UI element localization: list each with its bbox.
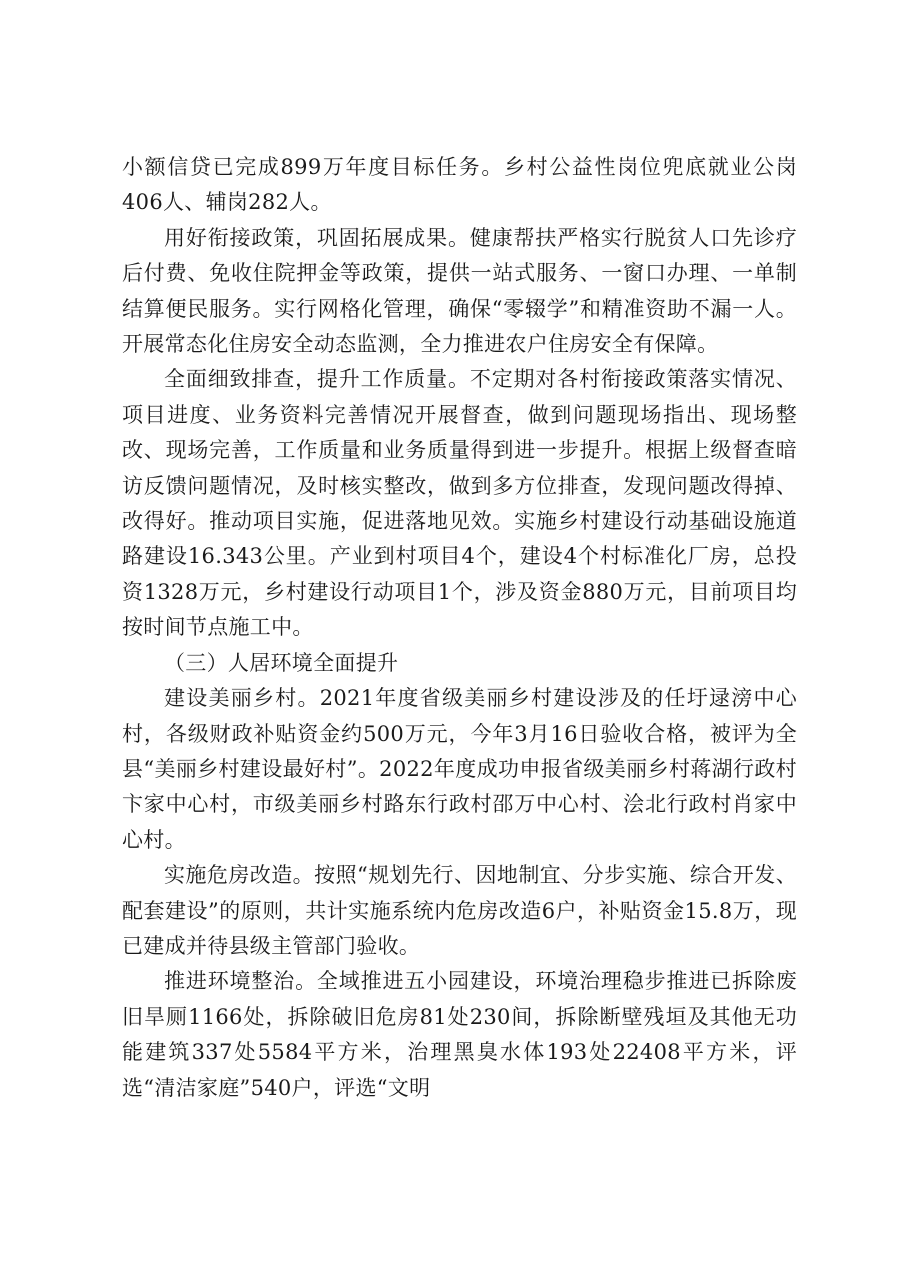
paragraph-dangerous-housing: 实施危房改造。按照“规划先行、因地制宜、分步实施、综合开发、配套建设”的原则，共计实施系统内危房改造6户，补贴资金15.8万，现已建成并待县级主管部门验收。 [122,863,797,958]
paragraph-continued: 小额信贷已完成899万年度目标任务。乡村公益性岗位兜底就业公岗406人、辅岗282人。 [122,155,797,215]
document-body [122,150,797,1106]
section-heading: （三）人居环境全面提升 [164,650,399,675]
paragraph-policy-linkage: 用好衔接政策，巩固拓展成果。健康帮扶严格实行脱贫人口先诊疗后付费、免收住院押金等政策，提供一站式服务、一窗口办理、一单制结算便民服务。实行网格化管理，确保“零辍学”和精准资助不漏一人。开展常态化住房安全动态监测，全力推进农户住房安全有保障。 [122,225,797,357]
paragraph-beautiful-village: 建设美丽乡村。2021年度省级美丽乡村建设涉及的任圩逯滂中心村，各级财政补贴资金约500万元，今年3月16日验收合格，被评为全县“美丽乡村建设最好村”。2022年度成功申报省级美丽乡村蒋湖行政村卞家中心村，市级美丽乡村路东行政村邵万中心村、浍北行政村肖家中心村。 [122,686,797,852]
paragraph-environment: 推进环境整治。全域推进五小园建设，环境治理稳步推进已拆除废旧旱厕1166处，拆除破旧危房81处230间，拆除断壁残垣及其他无功能建筑337处5584平方米，治理黑臭水体193处22408平方米，评选“清洁家庭”540户，评选“文明 [122,969,797,1100]
paragraph-inspection: 全面细致排查，提升工作质量。不定期对各村衔接政策落实情况、项目进度、业务资料完善情况开展督查，做到问题现场指出、现场整改、现场完善，工作质量和业务质量得到进一步提升。根据上级督查暗访反馈问题情况，及时核实整改，做到多方位排查，发现问题改得掉、改得好。推动项目实施，促进落地见效。实施乡村建设行动基础设施道路建设16.343公里。产业到村项目4个，建设4个村标准化厂房，总投资1328万元，乡村建设行动项目1个，涉及资金880万元，目前项目均按时间节点施工中。 [122,367,797,640]
